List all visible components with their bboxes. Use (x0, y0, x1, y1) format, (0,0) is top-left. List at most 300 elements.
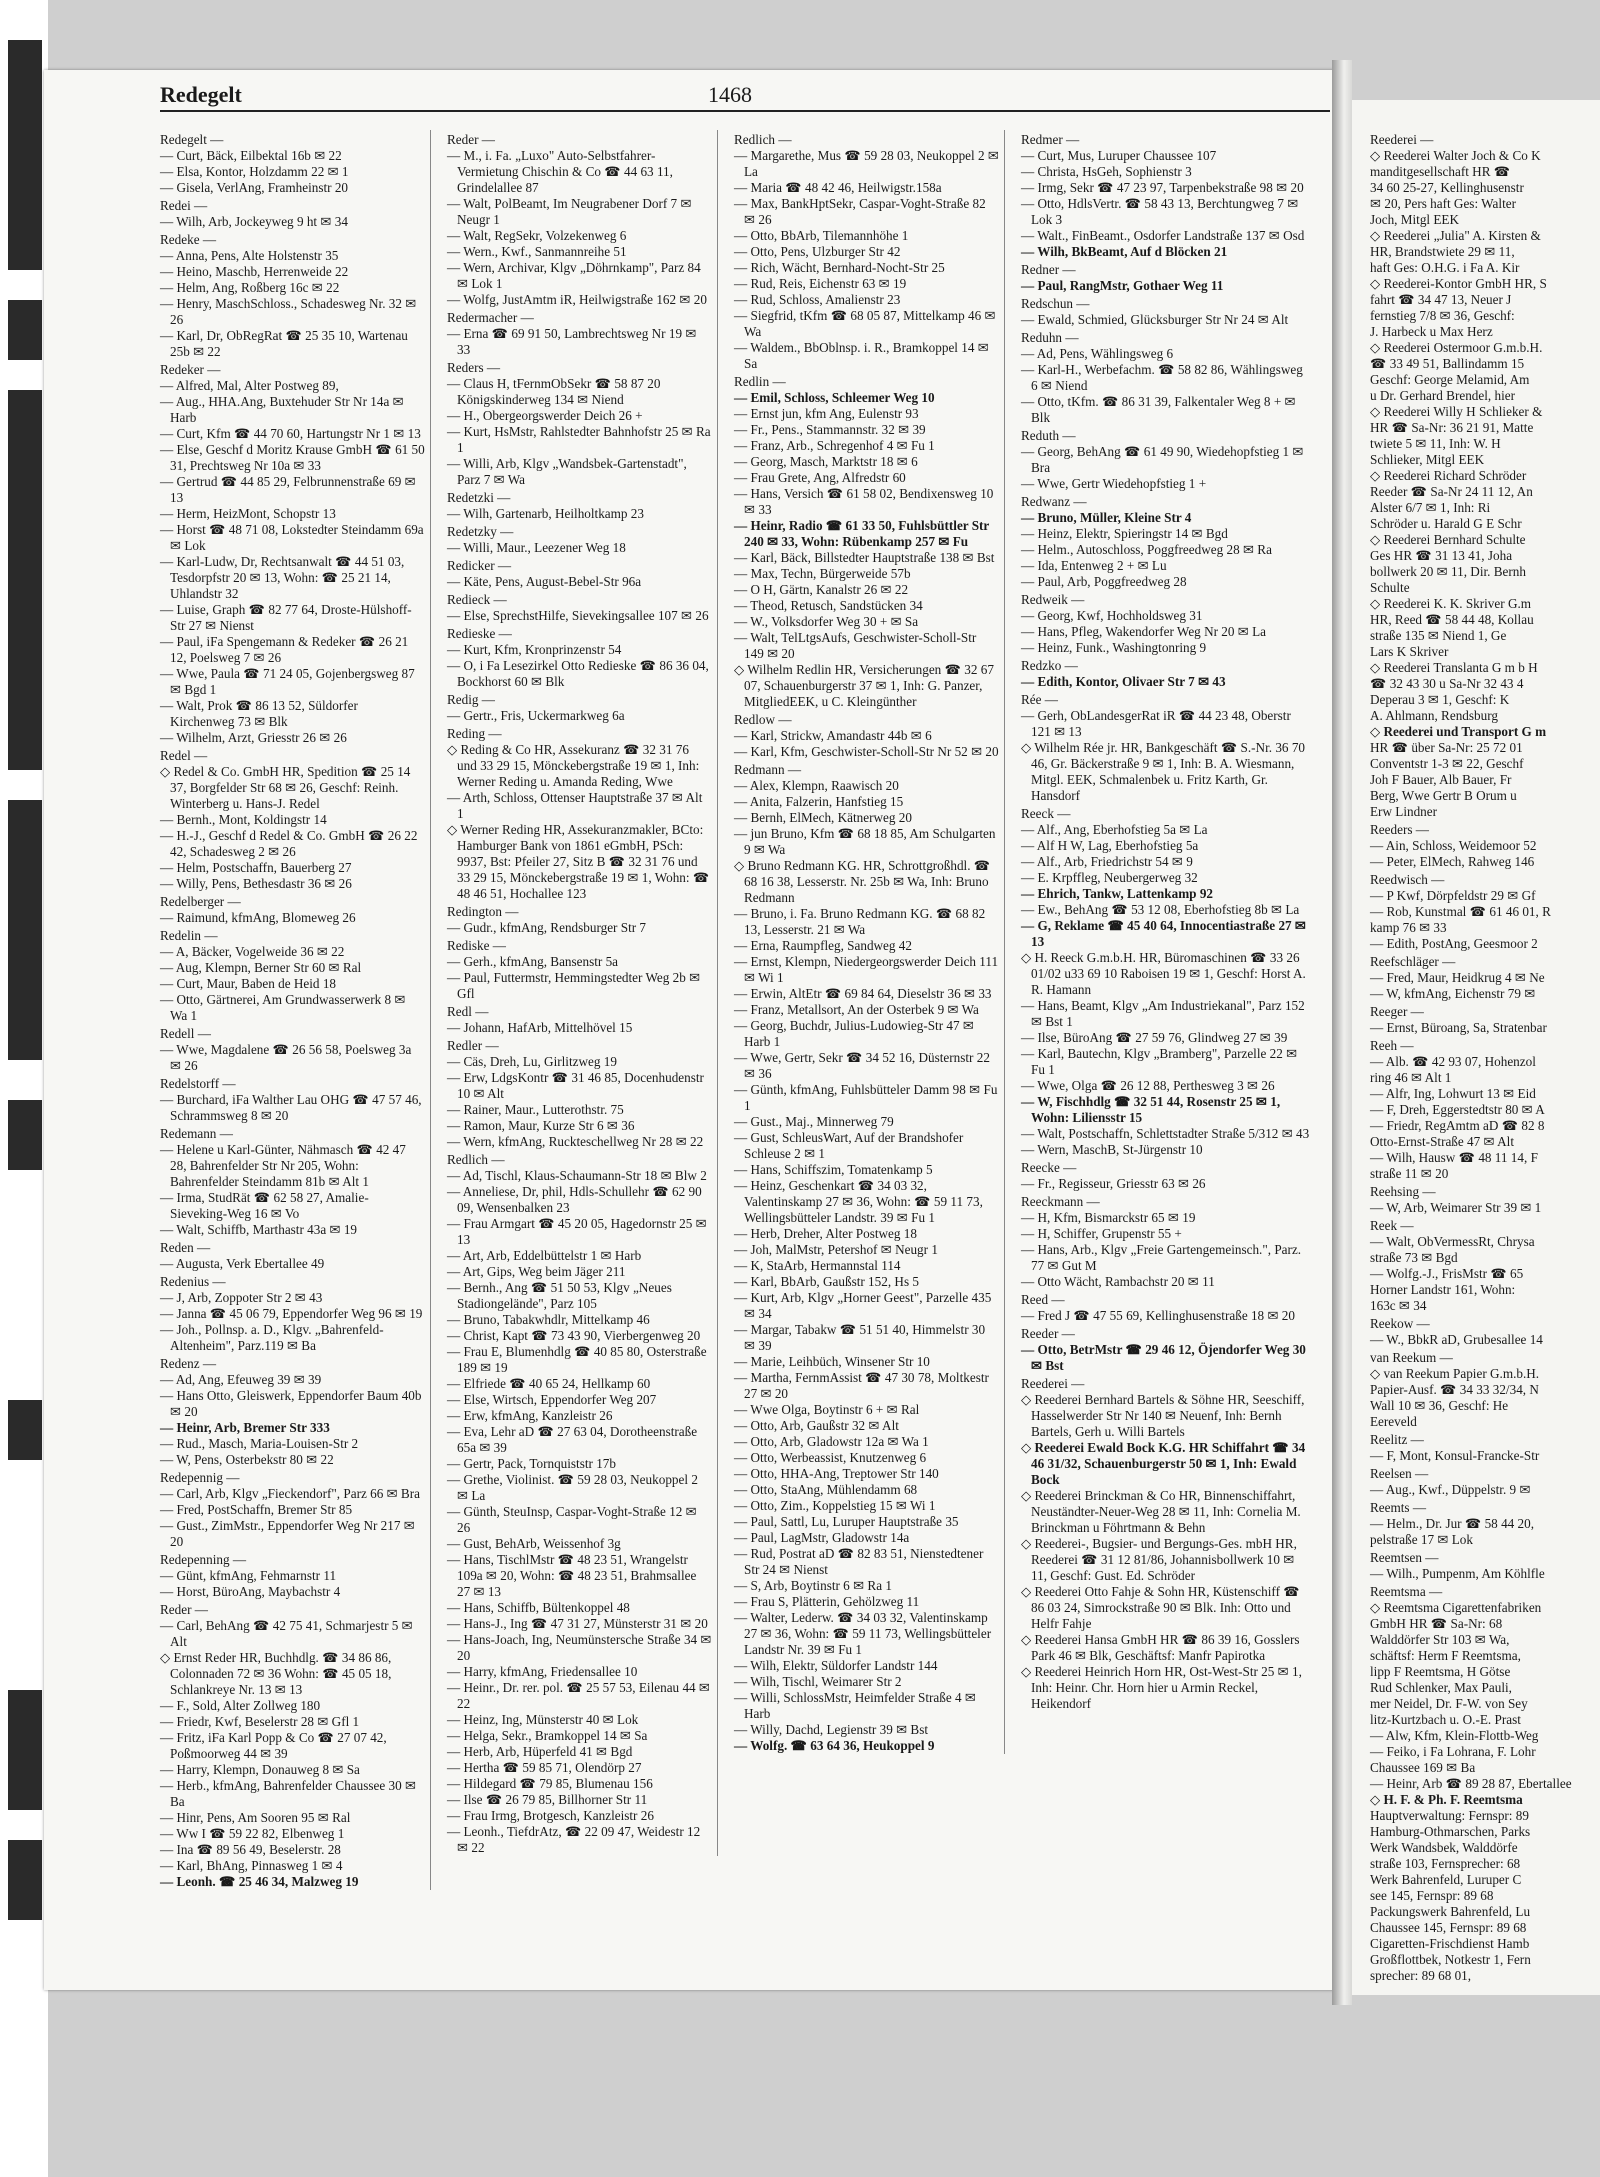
surname-heading: Reeckmann — (1021, 1194, 1100, 1209)
directory-entry: — Raimund, kfmAng, Blomeweg 26 (160, 910, 356, 925)
directory-entry: — Herm, HeizMont, Schopstr 13 (160, 506, 336, 521)
surname-heading: Redl — (447, 1004, 489, 1019)
surname-heading: Reeger — (1370, 1004, 1424, 1019)
page-number: 1468 (708, 82, 752, 107)
directory-entry: — Horst, BüroAng, Maybachstr 4 (160, 1584, 341, 1599)
directory-entry: ◇ Reederei Ewald Bock K.G. HR Schiffahrt ☎ 34 46 31/32, Schauenburgerstr 50 ✉ 1, Inh: Ewald Bock (1021, 1440, 1306, 1487)
directory-entry: — W, Pens, Osterbekstr 80 ✉ 22 (160, 1452, 334, 1467)
directory-entry: — O, i Fa Lesezirkel Otto Redieske ☎ 86 36 04, Bockhorst 60 ✉ Blk (447, 658, 709, 689)
directory-entry: — Henry, MaschSchloss., Schadesweg Nr. 32 ✉ 26 (160, 296, 417, 327)
directory-entry: — Wern., Kwf., Sanmannreihe 51 (447, 244, 627, 259)
directory-entry: — Ewald, Schmied, Glücksburger Str Nr 24 ✉ Alt (1021, 312, 1289, 327)
directory-entry: — Karl-H., Werbefachm. ☎ 58 82 86, Wählingsweg 6 ✉ Niend (1021, 362, 1303, 393)
directory-entry: — Bernh., Ang ☎ 51 50 53, Klgv „Neues Stadiongelände", Parz 105 (447, 1280, 672, 1311)
directory-entry: — Curt, Bäck, Eilbektal 16b ✉ 22 (160, 148, 342, 163)
directory-entry: — Erw, LdgsKontr ☎ 31 46 85, Docenhudenstr 10 ✉ Alt (447, 1070, 704, 1101)
directory-entry: — Harry, Klempn, Donauweg 8 ✉ Sa (160, 1762, 360, 1777)
directory-entry: — Fr., Pens., Stammannstr. 32 ✉ 39 (734, 422, 926, 437)
header-rule (160, 110, 1330, 112)
directory-entry: Deperau 3 ✉ 1, Geschf: K (1370, 692, 1510, 707)
directory-entry: — Helm., Autoschloss, Poggfreedweg 28 ✉ Ra (1021, 542, 1272, 557)
directory-entry: HR ☎ über Sa-Nr: 25 72 01 (1370, 740, 1523, 755)
directory-entry: — Kurt, Kfm, Kronprinzenstr 54 (447, 642, 622, 657)
directory-entry: — Günth, SteuInsp, Caspar-Voght-Straße 12 ✉ 26 (447, 1504, 697, 1535)
surname-heading: Redell — (160, 1026, 211, 1041)
directory-entry: — Erna, Raumpfleg, Sandweg 42 (734, 938, 912, 953)
directory-entry: — Otto, Werbeassist, Knutzenweg 6 (734, 1450, 927, 1465)
directory-entry: — Bruno, i. Fa. Bruno Redmann KG. ☎ 68 82 13, Lesserstr. 21 ✉ Wa (734, 906, 986, 937)
directory-entry: ◇ Reederei Ostermoor G.m.b.H. (1370, 340, 1543, 355)
directory-entry: 163c ✉ 34 (1370, 1298, 1427, 1313)
directory-entry: — Augusta, Verk Ebertallee 49 (160, 1256, 325, 1271)
directory-entry: ☎ 33 49 51, Ballindamm 15 (1370, 356, 1525, 371)
directory-entry: — Maria ☎ 48 42 46, Heilwigstr.158a (734, 180, 942, 195)
directory-entry: mer Neidel, Dr. F-W. von Sey (1370, 1696, 1528, 1711)
directory-entry: — Wwe, Olga ☎ 26 12 88, Perthesweg 3 ✉ 26 (1021, 1078, 1275, 1093)
directory-entry: — Alb. ☎ 42 93 07, Hohenzol (1370, 1054, 1536, 1069)
directory-entry: — Rud, Postrat aD ☎ 82 83 51, Nienstedtener Str 24 ✉ Nienst (734, 1546, 984, 1577)
directory-entry: ◇ Reederei Richard Schröder (1370, 468, 1527, 483)
directory-entry: — H.-J., Geschf d Redel & Co. GmbH ☎ 26 22 42, Schadesweg 2 ✉ 26 (160, 828, 418, 859)
surname-heading: Redwanz — (1021, 494, 1087, 509)
surname-heading: Reemtsen — (1370, 1550, 1439, 1565)
directory-entry: ◇ Reederei-Kontor GmbH HR, S (1370, 276, 1547, 291)
directory-entry: ◇ Reemtsma Cigarettenfabriken (1370, 1600, 1542, 1615)
directory-entry: Geschf: George Melamid, Am (1370, 372, 1530, 387)
surname-heading: Reeck — (1021, 806, 1071, 821)
directory-entry: — Siegfrid, tKfm ☎ 68 05 87, Mittelkamp 46 ✉ Wa (734, 308, 996, 339)
directory-entry: — Otto, Gärtnerei, Am Grundwasserwerk 8 ✉ Wa 1 (160, 992, 406, 1023)
directory-entry: — Bruno, Müller, Kleine Str 4 (1021, 510, 1192, 525)
header-word: Redegelt (160, 82, 242, 107)
directory-entry: — Otto, Arb, Gladowstr 12a ✉ Wa 1 (734, 1434, 929, 1449)
surname-heading: Reemts — (1370, 1500, 1427, 1515)
directory-entry: — Bernh., Mont, Koldingstr 14 (160, 812, 327, 827)
directory-entry: — Ad, Ang, Efeuweg 39 ✉ 39 (160, 1372, 322, 1387)
directory-entry: — Georg, Buchdr, Julius-Ludowieg-Str 47 ✉ Harb 1 (734, 1018, 974, 1049)
page-header (160, 82, 1290, 110)
directory-entry: — Heino, Maschb, Herrenweide 22 (160, 264, 349, 279)
directory-entry: — F, Dreh, Eggerstedtstr 80 ✉ A (1370, 1102, 1545, 1117)
surname-heading: Redenius — (160, 1274, 226, 1289)
directory-entry: ✉ 20, Pers haft Ges: Walter (1370, 196, 1516, 211)
directory-entry: Ges HR ☎ 31 13 41, Joha (1370, 548, 1513, 563)
directory-entry: — Alf H W, Lag, Eberhofstieg 5a (1021, 838, 1199, 853)
directory-entry: — Helm, Ang, Roßberg 16c ✉ 22 (160, 280, 340, 295)
surname-heading: Reding — (447, 726, 502, 741)
directory-entry: — Wilh, Tischl, Weimarer Str 2 (734, 1674, 902, 1689)
directory-entry: — Heinr, Arb ☎ 89 28 87, Ebertallee (1370, 1776, 1572, 1791)
directory-entry: — Hans, Arb., Klgv „Freie Gartengemeinsch.", Parz. 77 ✉ Gut M (1021, 1242, 1302, 1273)
surname-heading: Redig — (447, 692, 495, 707)
directory-entry: — Alw, Kfm, Klein-Flottb-Weg (1370, 1728, 1539, 1743)
directory-entry: bollwerk 20 ✉ 11, Dir. Bernh (1370, 564, 1526, 579)
directory-entry: Chaussee 169 ✉ Ba (1370, 1760, 1476, 1775)
directory-entry: — Frau Armgart ☎ 45 20 05, Hagedornstr 25 ✉ 13 (447, 1216, 707, 1247)
surname-heading: Redeke — (160, 232, 217, 247)
surname-heading: Redelin — (160, 928, 218, 943)
directory-entry: — Art, Arb, Eddelbüttelstr 1 ✉ Harb (447, 1248, 642, 1263)
surname-heading: Reduth — (1021, 428, 1076, 443)
directory-entry: — Hans, Versich ☎ 61 58 02, Bendixensweg 10 ✉ 33 (734, 486, 994, 517)
directory-entry: — Eva, Lehr aD ☎ 27 63 04, Dorotheenstraße 65a ✉ 39 (447, 1424, 698, 1455)
directory-entry: — Fred, PostSchaffn, Bremer Str 85 (160, 1502, 353, 1517)
directory-entry: Großflottbek, Notkestr 1, Fern (1370, 1952, 1531, 1967)
directory-entry: — Rob, Kunstmal ☎ 61 46 01, R (1370, 904, 1551, 919)
directory-entry: — Karl, Bäck, Billstedter Hauptstraße 138 ✉ Bst (734, 550, 995, 565)
directory-entry: — Rud, Schloss, Amalienstr 23 (734, 292, 901, 307)
directory-entry: — Karl-Ludw, Dr, Rechtsanwalt ☎ 44 51 03, Tesdorpfstr 20 ✉ 13, Wohn: ☎ 25 21 14, Uhlandstr 32 (160, 554, 405, 601)
surname-heading: Reecke — (1021, 1160, 1077, 1175)
directory-entry: — Heinr, Radio ☎ 61 33 50, Fuhlsbüttler Str 240 ✉ 33, Wohn: Rübenkamp 257 ✉ Fu (734, 518, 990, 549)
directory-entry: — Helm, Postschaffn, Bauerberg 27 (160, 860, 352, 875)
directory-entry: — Heinr, Arb, Bremer Str 333 (160, 1420, 330, 1435)
directory-entry: — Harry, kfmAng, Friedensallee 10 (447, 1664, 638, 1679)
directory-entry: — Anita, Falzerin, Hanfstieg 15 (734, 794, 904, 809)
directory-entry: — Wolfg.-J., FrisMstr ☎ 65 (1370, 1266, 1524, 1281)
directory-entry: — Heinz, Elektr, Spieringstr 14 ✉ Bgd (1021, 526, 1228, 541)
directory-entry: ◇ Werner Reding HR, Assekuranzmakler, BCto: Hamburger Bank von 1861 eGmbH, PSch: 9937, Bst: Pfeiler 27, Sitz B ☎ 32 31 76 und 33 29 15, Mönckebergstraße 19 ✉ 1, Wohn: ☎ 48 46 51, Hochallee 123 (447, 822, 710, 901)
surname-heading: Reekow — (1370, 1316, 1430, 1331)
directory-entry: — Bernh, ElMech, Kätnerweg 20 (734, 810, 912, 825)
directory-entry: — Janna ☎ 45 06 79, Eppendorfer Weg 96 ✉ 19 (160, 1306, 423, 1321)
directory-entry: — Wilhelm, Arzt, Griesstr 26 ✉ 26 (160, 730, 347, 745)
surname-heading: Reder — (447, 132, 495, 147)
directory-entry: kamp 76 ✉ 33 (1370, 920, 1447, 935)
surname-heading: Redemann — (160, 1126, 233, 1141)
directory-entry: — H, Kfm, Bismarckstr 65 ✉ 19 (1021, 1210, 1196, 1225)
directory-entry: — Edith, Kontor, Olivaer Str 7 ✉ 43 (1021, 674, 1226, 689)
directory-entry: — Rud, Reis, Eichenstr 63 ✉ 19 (734, 276, 907, 291)
directory-entry: — Erwin, AltEtr ☎ 69 84 64, Dieselstr 36 ✉ 33 (734, 986, 992, 1001)
directory-entry: — W., BbkR aD, Grubesallee 14 (1370, 1332, 1543, 1347)
directory-entry: A. Ahlmann, Rendsburg (1370, 708, 1498, 723)
directory-entry: — Hildegard ☎ 79 85, Blumenau 156 (447, 1776, 653, 1791)
directory-entry: — Gertr, Pack, Tornquiststr 17b (447, 1456, 616, 1471)
directory-entry: — Erna ☎ 69 91 50, Lambrechtsweg Nr 19 ✉ 33 (447, 326, 697, 357)
directory-entry: ◇ Bruno Redmann KG. HR, Schrottgroßhdl. ☎ 68 16 38, Lesserstr. Nr. 25b ✉ Wa, Inh: Bruno Redmann (734, 858, 991, 905)
surname-heading: Redieske — (447, 626, 512, 641)
directory-entry: — Herb, Dreher, Alter Postweg 18 (734, 1226, 917, 1241)
directory-entry: — Christa, HsGeh, Sophienstr 3 (1021, 164, 1192, 179)
directory-entry: — Ernst jun, kfm Ang, Eulenstr 93 (734, 406, 919, 421)
directory-column-4 (1021, 130, 1311, 1712)
directory-entry: — Wern, MaschB, St-Jürgenstr 10 (1021, 1142, 1203, 1157)
surname-heading: Redepennig — (160, 1470, 240, 1485)
directory-entry: — Hans, Pfleg, Wakendorfer Weg Nr 20 ✉ La (1021, 624, 1267, 639)
directory-entry: Werk Wandsbek, Walddörfe (1370, 1840, 1518, 1855)
surname-heading: Reemtsma — (1370, 1584, 1443, 1599)
directory-entry: — Heinz, Ing, Münsterstr 40 ✉ Lok (447, 1712, 639, 1727)
surname-heading: Reefschläger — (1370, 954, 1456, 969)
directory-entry: Joh F Bauer, Alb Bauer, Fr (1370, 772, 1512, 787)
directory-entry: — Karl, Strickw, Amandastr 44b ✉ 6 (734, 728, 932, 743)
directory-entry: — Wern, kfmAng, Ruckteschellweg Nr 28 ✉ 22 (447, 1134, 704, 1149)
directory-entry: — Else, Wirtsch, Eppendorfer Weg 207 (447, 1392, 657, 1407)
surname-heading: Reeder — (1021, 1326, 1075, 1341)
surname-heading: van Reekum — (1370, 1350, 1453, 1365)
directory-entry: — Alex, Klempn, Raawisch 20 (734, 778, 899, 793)
directory-entry: ◇ Redel & Co. GmbH HR, Spedition ☎ 25 14 37, Borgfelder Str 68 ✉ 26, Geschf: Reinh. Winterberg u. Hans-J. Redel (160, 764, 411, 811)
directory-entry: straße 103, Fernsprecher: 68 (1370, 1856, 1521, 1871)
directory-entry: — Wilh, Hausw ☎ 48 11 14, F (1370, 1150, 1538, 1165)
directory-column-3 (734, 130, 999, 1754)
directory-entry: — Gertrud ☎ 44 85 29, Felbrunnenstraße 69 ✉ 13 (160, 474, 416, 505)
surname-heading: Reederei — (1021, 1376, 1085, 1391)
directory-entry: — Elsa, Kontor, Holzdamm 22 ✉ 1 (160, 164, 349, 179)
directory-entry: — Heinz, Funk., Washingtonring 9 (1021, 640, 1207, 655)
directory-entry: — Willi, Maur., Leezener Weg 18 (447, 540, 626, 555)
directory-entry: manditgesellschaft HR ☎ (1370, 164, 1511, 179)
directory-entry: — A, Bäcker, Vogelweide 36 ✉ 22 (160, 944, 345, 959)
directory-entry: — Wilh, Arb, Jockeyweg 9 ht ✉ 34 (160, 214, 348, 229)
directory-entry: — Irma, StudRät ☎ 62 58 27, Amalie-Sieveking-Weg 16 ✉ Vo (160, 1190, 369, 1221)
directory-entry: ◇ Reederei Bernhard Bartels & Söhne HR, Seeschiff, Hasselwerder Str Nr 140 ✉ Neuenf, Inh: Bernh Bartels, Gerh u. Willi Bartels (1021, 1392, 1305, 1439)
surname-heading: Redetzki — (447, 490, 511, 505)
directory-entry: ◇ H. Reeck G.m.b.H. HR, Büromaschinen ☎ 33 26 01/02 u33 69 10 Raboisen 19 ✉ 1, Geschf: Horst A. R. Hamann (1021, 950, 1306, 997)
directory-entry: ☎ 32 43 30 u Sa-Nr 32 43 4 (1370, 676, 1524, 691)
directory-entry: — Bruno, Tabakwhdlr, Mittelkamp 46 (447, 1312, 650, 1327)
surname-heading: Redmer — (1021, 132, 1080, 147)
directory-entry: Reeder ☎ Sa-Nr 24 11 12, An (1370, 484, 1533, 499)
surname-heading: Redlow — (734, 712, 792, 727)
directory-entry: — Luise, Graph ☎ 82 77 64, Droste-Hülshoff-Str 27 ✉ Nienst (160, 602, 412, 633)
directory-entry: ◇ Reederei und Transport G m (1370, 724, 1547, 739)
directory-entry: — Gertr., Fris, Uckermarkweg 6a (447, 708, 625, 723)
directory-entry: — Alfr, Ing, Lohwurt 13 ✉ Eid (1370, 1086, 1536, 1101)
directory-entry: Berg, Wwe Gertr B Orum u (1370, 788, 1517, 803)
directory-entry: fernstieg 7/8 ✉ 36, Geschf: (1370, 308, 1515, 323)
surname-heading: Reeh — (1370, 1038, 1414, 1053)
directory-entry: — W., Volksdorfer Weg 30 + ✉ Sa (734, 614, 919, 629)
surname-heading: Redner — (1021, 262, 1076, 277)
directory-entry: — W, Fischhdlg ☎ 32 51 44, Rosenstr 25 ✉ 1, Wohn: Liliensstr 15 (1021, 1094, 1281, 1125)
surname-heading: Redelstorff — (160, 1076, 236, 1091)
directory-entry: — Aug, Klempn, Berner Str 60 ✉ Ral (160, 960, 362, 975)
directory-column-2 (447, 130, 712, 1856)
directory-entry: — E. Krpffleg, Neubergerweg 32 (1021, 870, 1198, 885)
surname-heading: Reeders — (1370, 822, 1429, 837)
directory-entry: — Fred, Maur, Heidkrug 4 ✉ Ne (1370, 970, 1545, 985)
directory-entry: — Wilh, Gartenarb, Heilholtkamp 23 (447, 506, 644, 521)
directory-entry: ◇ Wilhelm Rée jr. HR, Bankgeschäft ☎ S.-Nr. 36 70 46, Gr. Bäckerstraße 9 ✉ 1, Inh: B. A. Wiesmann, Mitgl. EEK, Schmalenbek u. Fritz Karth, Gr. Hansdorf (1021, 740, 1306, 803)
directory-entry: — Otto, HHA-Ang, Treptower Str 140 (734, 1466, 939, 1481)
directory-entry: — Leonh. ☎ 25 46 34, Malzweg 19 (160, 1874, 359, 1889)
directory-entry: — Margar, Tabakw ☎ 51 51 40, Himmelstr 30 ✉ 39 (734, 1322, 986, 1353)
directory-entry: — Wolfg, JustAmtm iR, Heilwigstraße 162 ✉ 20 (447, 292, 707, 307)
directory-entry: — Arth, Schloss, Ottenser Hauptstraße 37 ✉ Alt 1 (447, 790, 703, 821)
surname-heading: Redlin — (734, 374, 786, 389)
directory-entry: — Frau S, Plätterin, Gehölzweg 11 (734, 1594, 920, 1609)
surname-heading: Redweik — (1021, 592, 1085, 607)
surname-heading: Reehsing — (1370, 1184, 1436, 1199)
directory-entry: — Kurt, Arb, Klgv „Horner Geest", Parzelle 435 ✉ 34 (734, 1290, 992, 1321)
surname-heading: Reelsen — (1370, 1466, 1429, 1481)
directory-entry: — Walt., FinBeamt., Osdorfer Landstraße 137 ✉ Osd (1021, 228, 1305, 243)
directory-entry: — Gerh, ObLandesgerRat iR ☎ 44 23 48, Oberstr 121 ✉ 13 (1021, 708, 1291, 739)
directory-entry: — F., Sold, Alter Zollweg 180 (160, 1698, 321, 1713)
directory-entry: — Art, Gips, Weg beim Jäger 211 (447, 1264, 626, 1279)
directory-entry: lipp F Reemtsma, H Götse (1370, 1664, 1511, 1679)
directory-entry: — Ilse, BüroAng ☎ 27 59 76, Glindweg 27 ✉ 39 (1021, 1030, 1288, 1045)
directory-entry: — Georg, Masch, Marktstr 18 ✉ 6 (734, 454, 918, 469)
directory-entry: ◇ Reederei „Julia" A. Kirsten & (1370, 228, 1541, 243)
surname-heading: Redenz — (160, 1356, 217, 1371)
directory-entry: — Käte, Pens, August-Bebel-Str 96a (447, 574, 642, 589)
directory-entry: straße 135 ✉ Niend 1, Ge (1370, 628, 1507, 643)
directory-entry: ◇ Reederei K. K. Skriver G.m (1370, 596, 1532, 611)
directory-entry: — Frau E, Blumenhdlg ☎ 40 85 80, Osterstraße 189 ✉ 19 (447, 1344, 707, 1375)
directory-entry: Hamburg-Othmarschen, Parks (1370, 1824, 1531, 1839)
directory-entry: — Gust, SchleusWart, Auf der Brandshofer Schleuse 2 ✉ 1 (734, 1130, 964, 1161)
directory-entry: — Burchard, iFa Walther Lau OHG ☎ 47 57 46, Schrammsweg 8 ✉ 20 (160, 1092, 422, 1123)
directory-entry: — Claus H, tFernmObSekr ☎ 58 87 20 Königskinderweg 134 ✉ Niend (447, 376, 661, 407)
directory-entry: — Franz, Arb., Schregenhof 4 ✉ Fu 1 (734, 438, 935, 453)
directory-entry: — Hans, Schiffszim, Tomatenkamp 5 (734, 1162, 933, 1177)
directory-entry: — Karl, BhAng, Pinnasweg 1 ✉ 4 (160, 1858, 343, 1873)
directory-entry: — Wwe, Paula ☎ 71 24 05, Gojenbergsweg 87 ✉ Bgd 1 (160, 666, 415, 697)
directory-entry: — Aug., HHA.Ang, Buxtehuder Str Nr 14a ✉ Harb (160, 394, 404, 425)
directory-entry: ◇ Reederei Brinckman & Co HR, Binnenschiffahrt, Neuständter-Neuer-Weg 28 ✉ 11, Inh: Cornelia M. Brinckman u Föhrtmann & Behn (1021, 1488, 1301, 1535)
surname-heading: Redermacher — (447, 310, 534, 325)
directory-entry: — Otto, tKfm. ☎ 86 31 39, Falkentaler Weg 8 + ✉ Blk (1021, 394, 1296, 425)
surname-heading: Reders — (447, 360, 501, 375)
directory-entry: — Georg, Kwf, Hochholdsweg 31 (1021, 608, 1203, 623)
directory-entry: Werk Bahrenfeld, Luruper C (1370, 1872, 1522, 1887)
directory-entry: — Otto, BetrMstr ☎ 29 46 12, Öjendorfer Weg 30 ✉ Bst (1021, 1342, 1306, 1373)
directory-entry: — Ad, Tischl, Klaus-Schaumann-Str 18 ✉ Blw 2 (447, 1168, 707, 1183)
directory-entry: Joch, Mitgl EEK (1370, 212, 1460, 227)
directory-entry: — Paul, Futtermstr, Hemmingstedter Weg 2b ✉ Gfl (447, 970, 701, 1001)
directory-entry: — Walt, RegSekr, Volzekenweg 6 (447, 228, 627, 243)
directory-entry: — Theod, Retusch, Sandstücken 34 (734, 598, 923, 613)
directory-entry: Chaussee 145, Fernspr: 89 68 (1370, 1920, 1527, 1935)
directory-entry: — Walt, ObVermessRt, Chrysa (1370, 1234, 1535, 1249)
directory-entry: — S, Arb, Boytinstr 6 ✉ Ra 1 (734, 1578, 892, 1593)
directory-entry: — Horst ☎ 48 71 08, Lokstedter Steindamm 69a ✉ Lok (160, 522, 424, 553)
directory-entry: — Paul, iFa Spengemann & Redeker ☎ 26 21 12, Poelsweg 7 ✉ 26 (160, 634, 409, 665)
directory-entry: — Anneliese, Dr, phil, Hdls-Schullehr ☎ 62 90 09, Wensenbalken 23 (447, 1184, 702, 1215)
directory-entry: — Wern, Archivar, Klgv „Döhrnkamp", Parz 84 ✉ Lok 1 (447, 260, 701, 291)
directory-entry: — Grethe, Violinist. ☎ 59 28 03, Neukoppel 2 ✉ La (447, 1472, 698, 1503)
directory-entry: — Frau Grete, Ang, Alfredstr 60 (734, 470, 906, 485)
surname-heading: Redler — (447, 1038, 499, 1053)
directory-entry: — Gudr., kfmAng, Rendsburger Str 7 (447, 920, 647, 935)
directory-entry: Otto-Ernst-Straße 47 ✉ Alt (1370, 1134, 1515, 1149)
directory-entry: schäftsf: Herm F Reemtsma, (1370, 1648, 1521, 1663)
surname-heading: Redlich — (447, 1152, 505, 1167)
directory-entry: ◇ Ernst Reder HR, Buchhdlg. ☎ 34 86 86, Colonnaden 72 ✉ 36 Wohn: ☎ 45 05 18, Schlankreye Nr. 13 ✉ 13 (160, 1650, 392, 1697)
directory-entry: — Willy, Dachd, Legienstr 39 ✉ Bst (734, 1722, 929, 1737)
directory-entry: — W, kfmAng, Eichenstr 79 ✉ (1370, 986, 1536, 1001)
directory-entry: — G, Reklame ☎ 45 40 64, Innocentiastraße 27 ✉ 13 (1021, 918, 1306, 949)
directory-entry: — Karl, BbArb, Gaußstr 152, Hs 5 (734, 1274, 919, 1289)
directory-entry: — Willy, Pens, Bethesdastr 36 ✉ 26 (160, 876, 352, 891)
directory-entry: — Wilh., Pumpenm, Am Köhlfle (1370, 1566, 1545, 1581)
directory-entry: — Hans, Beamt, Klgv „Am Industriekanal", Parz 152 ✉ Bst 1 (1021, 998, 1305, 1029)
directory-entry: — Ramon, Maur, Kurze Str 6 ✉ 36 (447, 1118, 635, 1133)
surname-heading: Redlich — (734, 132, 792, 147)
directory-entry: haft Ges: O.H.G. i Fa A. Kir (1370, 260, 1520, 275)
directory-entry: — Else, Geschf d Moritz Krause GmbH ☎ 61 50 31, Prechtsweg Nr 10a ✉ 33 (160, 442, 425, 473)
directory-entry: — Max, BankHptSekr, Caspar-Voght-Straße 82 ✉ 26 (734, 196, 986, 227)
directory-entry: Eereveld (1370, 1414, 1417, 1429)
directory-entry: — Otto, BbArb, Tilemannhöhe 1 (734, 228, 909, 243)
directory-entry: — Wolfg. ☎ 63 64 36, Heukoppel 9 (734, 1738, 935, 1753)
directory-entry: — Herb, Arb, Hüperfeld 41 ✉ Bgd (447, 1744, 633, 1759)
directory-entry: ◇ H. F. & Ph. F. Reemtsma (1370, 1792, 1523, 1807)
directory-entry: Conventstr 1-3 ✉ 22, Geschf (1370, 756, 1524, 771)
surname-heading: Redei — (160, 198, 208, 213)
directory-entry: — Willi, SchlossMstr, Heimfelder Straße 4 ✉ Harb (734, 1690, 976, 1721)
directory-entry: — Wilh, BkBeamt, Auf d Blöcken 21 (1021, 244, 1228, 259)
directory-entry: — Carl, BehAng ☎ 42 75 41, Schmarjestr 5 ✉ Alt (160, 1618, 413, 1649)
directory-entry: Schlieker, Mitgl EEK (1370, 452, 1485, 467)
directory-entry: — Aug., Kwf., Düppelstr. 9 ✉ (1370, 1482, 1531, 1497)
surname-heading: Redmann — (734, 762, 802, 777)
directory-entry: — Curt, Maur, Baben de Heid 18 (160, 976, 337, 991)
directory-entry: — Ain, Schloss, Weidemoor 52 (1370, 838, 1537, 853)
directory-entry: ◇ Reederei Translanta G m b H (1370, 660, 1538, 675)
directory-entry: Rud Schlenker, Max Pauli, (1370, 1680, 1512, 1695)
right-page-column (1370, 130, 1600, 1984)
directory-entry: — Walter, Lederw. ☎ 34 03 32, Valentinskamp 27 ✉ 36, Wohn: ☎ 59 11 73, Wellingsbütteler Landstr Nr. 39 ✉ Fu 1 (734, 1610, 992, 1657)
directory-entry: — Hans, TischlMstr ☎ 48 23 51, Wrangelstr 109a ✉ 20, Wohn: ☎ 48 23 51, Brahmsallee 27 ✉ 13 (447, 1552, 697, 1599)
directory-entry: — Paul, Sattl, Lu, Luruper Hauptstraße 35 (734, 1514, 959, 1529)
directory-entry: — Rainer, Maur., Lutterothstr. 75 (447, 1102, 624, 1117)
directory-entry: — Franz, Metallsort, An der Osterbek 9 ✉ Wa (734, 1002, 979, 1017)
directory-entry: Lars K Skriver (1370, 644, 1449, 659)
directory-entry: HR ☎ Sa-Nr: 36 21 91, Matte (1370, 420, 1534, 435)
directory-entry: — Friedr, RegAmtm aD ☎ 82 8 (1370, 1118, 1545, 1133)
directory-entry: — Joh, MalMstr, Petershof ✉ Neugr 1 (734, 1242, 938, 1257)
directory-entry: — Emil, Schloss, Schleemer Weg 10 (734, 390, 935, 405)
directory-entry: J. Harbeck u Max Herz (1370, 324, 1493, 339)
directory-entry: — Christ, Kapt ☎ 73 43 90, Vierbergenweg 20 (447, 1328, 701, 1343)
directory-entry: — Karl, Dr, ObRegRat ☎ 25 35 10, Wartenau 25b ✉ 22 (160, 328, 408, 359)
surname-heading: Redelberger — (160, 894, 241, 909)
directory-entry: — Helm., Dr. Jur ☎ 58 44 20, (1370, 1516, 1535, 1531)
directory-entry: ◇ Reding & Co HR, Assekuranz ☎ 32 31 76 und 33 29 15, Mönckebergstraße 19 ✉ 1, Inh: Werner Reding u. Amanda Reding, Wwe (447, 742, 700, 789)
surname-heading: Redzko — (1021, 658, 1078, 673)
directory-entry: — Curt, Kfm ☎ 44 70 60, Hartungstr Nr 1 ✉ 13 (160, 426, 421, 441)
directory-entry: — Heinr., Dr. rer. pol. ☎ 25 57 53, Eilenau 44 ✉ 22 (447, 1680, 710, 1711)
directory-entry: — Wwe, Gertr Wiedehopfstieg 1 + (1021, 476, 1207, 491)
directory-entry: — Gust., Maj., Minnerweg 79 (734, 1114, 894, 1129)
directory-entry: — Ehrich, Tankw, Lattenkamp 92 (1021, 886, 1214, 901)
directory-entry: — Gust, BehArb, Weissenhof 3g (447, 1536, 621, 1551)
directory-entry: — P Kwf, Dörpfeldstr 29 ✉ Gf (1370, 888, 1536, 903)
directory-entry: Schulte (1370, 580, 1410, 595)
directory-entry: see 145, Fernspr: 89 68 (1370, 1888, 1494, 1903)
directory-entry: — Herb., kfmAng, Bahrenfelder Chaussee 30 ✉ Ba (160, 1778, 417, 1809)
directory-entry: — Curt, Mus, Luruper Chaussee 107 (1021, 148, 1217, 163)
directory-entry: Packungswerk Bahrenfeld, Lu (1370, 1904, 1531, 1919)
directory-entry: ◇ Reederei Otto Fahje & Sohn HR, Küstenschiff ☎ 86 03 24, Simrockstraße 90 ✉ Blk. Inh: Otto und Helfr Fahje (1021, 1584, 1300, 1631)
directory-entry: — Ina ☎ 89 56 49, Beselerstr. 28 (160, 1842, 341, 1857)
directory-entry: straße 73 ✉ Bgd (1370, 1250, 1458, 1265)
directory-entry: Hauptverwaltung: Fernspr: 89 (1370, 1808, 1529, 1823)
directory-entry: fahrt ☎ 34 47 13, Neuer J (1370, 292, 1512, 307)
directory-entry: — Kurt, HsMstr, Rahlstedter Bahnhofstr 25 ✉ Ra 1 (447, 424, 711, 455)
directory-entry: — J, Arb, Zoppoter Str 2 ✉ 43 (160, 1290, 323, 1305)
directory-entry: — Ilse ☎ 26 79 85, Billhorner Str 11 (447, 1792, 648, 1807)
directory-entry: — Ernst, Klempn, Niedergeorgswerder Deich 111 ✉ Wi 1 (734, 954, 999, 985)
directory-entry: — Paul, RangMstr, Gothaer Weg 11 (1021, 278, 1224, 293)
surname-heading: Reedwisch — (1370, 872, 1445, 887)
directory-entry: ◇ Reederei Hansa GmbH HR ☎ 86 39 16, Gosslers Park 46 ✉ Blk, Geschäftsf: Manfr Papirotka (1021, 1632, 1300, 1663)
directory-entry: — Fred J ☎ 47 55 69, Kellinghusenstraße 18 ✉ 20 (1021, 1308, 1295, 1323)
